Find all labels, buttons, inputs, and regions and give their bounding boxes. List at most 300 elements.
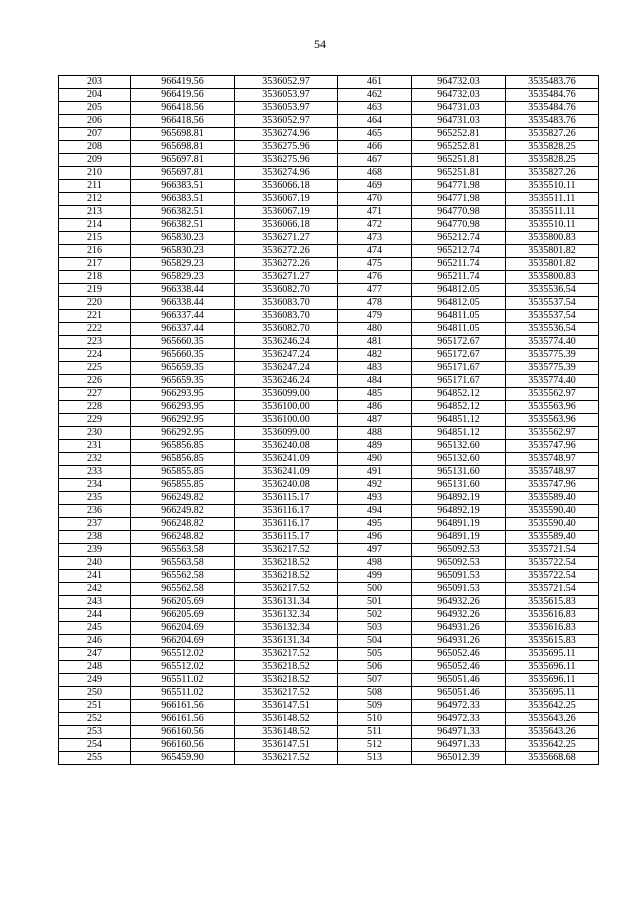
table-row — [59, 674, 599, 687]
table-row — [59, 596, 599, 609]
table-cell-point-number-left: 247 — [59, 648, 131, 661]
table-row — [59, 336, 599, 349]
table-cell-y-coordinate-right: 3535510.11 — [506, 180, 599, 193]
table-cell-point-number-left: 238 — [59, 531, 131, 544]
table-cell-y-coordinate-left: 3536246.24 — [235, 336, 338, 349]
table-row — [59, 349, 599, 362]
table-cell-y-coordinate-right: 3535483.76 — [506, 115, 599, 128]
table-cell-y-coordinate-left: 3536275.96 — [235, 154, 338, 167]
table-row — [59, 635, 599, 648]
table-cell-point-number-right: 486 — [338, 401, 412, 414]
table-cell-y-coordinate-left: 3536053.97 — [235, 102, 338, 115]
table-cell-point-number-left: 252 — [59, 713, 131, 726]
table-cell-x-coordinate-left: 966204.69 — [131, 635, 235, 648]
table-row — [59, 232, 599, 245]
table-cell-point-number-left: 233 — [59, 466, 131, 479]
table-row — [59, 401, 599, 414]
table-row — [59, 557, 599, 570]
table-cell-point-number-left: 250 — [59, 687, 131, 700]
table-cell-x-coordinate-right: 965051.46 — [412, 687, 506, 700]
table-cell-x-coordinate-right: 965252.81 — [412, 141, 506, 154]
table-cell-x-coordinate-left: 966338.44 — [131, 297, 235, 310]
table-cell-point-number-left: 224 — [59, 349, 131, 362]
table-cell-x-coordinate-right: 964771.98 — [412, 193, 506, 206]
table-cell-point-number-right: 505 — [338, 648, 412, 661]
table-row — [59, 570, 599, 583]
table-cell-point-number-right: 477 — [338, 284, 412, 297]
table-cell-point-number-left: 245 — [59, 622, 131, 635]
table-cell-x-coordinate-left: 966248.82 — [131, 531, 235, 544]
table-cell-x-coordinate-right: 964852.12 — [412, 388, 506, 401]
table-cell-point-number-right: 485 — [338, 388, 412, 401]
table-cell-y-coordinate-right: 3535748.97 — [506, 466, 599, 479]
table-cell-y-coordinate-right: 3535800.83 — [506, 271, 599, 284]
table-cell-x-coordinate-right: 965172.67 — [412, 336, 506, 349]
table-cell-point-number-right: 504 — [338, 635, 412, 648]
table-cell-x-coordinate-right: 965012.39 — [412, 752, 506, 765]
table-cell-y-coordinate-left: 3536100.00 — [235, 414, 338, 427]
table-row — [59, 258, 599, 271]
table-cell-y-coordinate-right: 3535722.54 — [506, 570, 599, 583]
table-cell-point-number-right: 462 — [338, 89, 412, 102]
table-row — [59, 609, 599, 622]
table-cell-point-number-left: 227 — [59, 388, 131, 401]
table-cell-x-coordinate-right: 964892.19 — [412, 492, 506, 505]
table-cell-y-coordinate-left: 3536115.17 — [235, 531, 338, 544]
table-cell-x-coordinate-left: 966205.69 — [131, 609, 235, 622]
table-cell-y-coordinate-right: 3535589.40 — [506, 492, 599, 505]
table-row — [59, 661, 599, 674]
table-row — [59, 271, 599, 284]
table-cell-x-coordinate-right: 965252.81 — [412, 128, 506, 141]
table-cell-y-coordinate-left: 3536082.70 — [235, 323, 338, 336]
table-cell-point-number-left: 229 — [59, 414, 131, 427]
table-cell-point-number-right: 509 — [338, 700, 412, 713]
table-row — [59, 466, 599, 479]
table-cell-x-coordinate-right: 965052.46 — [412, 648, 506, 661]
table-cell-x-coordinate-right: 965131.60 — [412, 466, 506, 479]
table-cell-x-coordinate-left: 965829.23 — [131, 258, 235, 271]
table-row — [59, 648, 599, 661]
table-cell-x-coordinate-left: 965563.58 — [131, 557, 235, 570]
table-row — [59, 505, 599, 518]
table-cell-point-number-left: 248 — [59, 661, 131, 674]
table-cell-y-coordinate-left: 3536147.51 — [235, 739, 338, 752]
table-cell-y-coordinate-left: 3536217.52 — [235, 687, 338, 700]
table-cell-x-coordinate-right: 965051.46 — [412, 674, 506, 687]
table-cell-y-coordinate-left: 3536131.34 — [235, 635, 338, 648]
table-cell-point-number-right: 503 — [338, 622, 412, 635]
table-row — [59, 713, 599, 726]
table-cell-point-number-left: 210 — [59, 167, 131, 180]
table-cell-x-coordinate-left: 965829.23 — [131, 271, 235, 284]
table-cell-x-coordinate-left: 965562.58 — [131, 570, 235, 583]
table-cell-y-coordinate-left: 3536132.34 — [235, 622, 338, 635]
table-row — [59, 141, 599, 154]
table-cell-y-coordinate-left: 3536274.96 — [235, 167, 338, 180]
table-cell-y-coordinate-right: 3535642.25 — [506, 700, 599, 713]
table-cell-y-coordinate-left: 3536099.00 — [235, 388, 338, 401]
table-cell-y-coordinate-right: 3535721.54 — [506, 544, 599, 557]
table-cell-x-coordinate-right: 964932.26 — [412, 609, 506, 622]
table-cell-x-coordinate-right: 964770.98 — [412, 219, 506, 232]
table-cell-point-number-left: 235 — [59, 492, 131, 505]
table-cell-point-number-right: 502 — [338, 609, 412, 622]
table-cell-x-coordinate-left: 965698.81 — [131, 128, 235, 141]
table-cell-point-number-right: 467 — [338, 154, 412, 167]
table-cell-y-coordinate-right: 3535562.97 — [506, 427, 599, 440]
table-cell-x-coordinate-left: 966337.44 — [131, 310, 235, 323]
table-cell-x-coordinate-right: 965211.74 — [412, 271, 506, 284]
table-cell-point-number-left: 221 — [59, 310, 131, 323]
table-cell-x-coordinate-right: 964771.98 — [412, 180, 506, 193]
table-row — [59, 726, 599, 739]
table-cell-x-coordinate-left: 965697.81 — [131, 154, 235, 167]
table-cell-y-coordinate-right: 3535510.11 — [506, 219, 599, 232]
table-cell-x-coordinate-right: 965092.53 — [412, 557, 506, 570]
table-cell-x-coordinate-right: 964971.33 — [412, 726, 506, 739]
table-cell-x-coordinate-left: 965563.58 — [131, 544, 235, 557]
table-cell-point-number-right: 483 — [338, 362, 412, 375]
table-cell-x-coordinate-left: 965855.85 — [131, 466, 235, 479]
table-cell-y-coordinate-right: 3535800.83 — [506, 232, 599, 245]
table-cell-x-coordinate-right: 965092.53 — [412, 544, 506, 557]
table-cell-x-coordinate-left: 965512.02 — [131, 661, 235, 674]
table-cell-y-coordinate-right: 3535484.76 — [506, 102, 599, 115]
table-cell-x-coordinate-right: 964931.26 — [412, 622, 506, 635]
table-cell-y-coordinate-left: 3536067.19 — [235, 193, 338, 206]
table-cell-x-coordinate-right: 964972.33 — [412, 713, 506, 726]
table-row — [59, 700, 599, 713]
table-cell-x-coordinate-left: 965697.81 — [131, 167, 235, 180]
table-cell-y-coordinate-left: 3536272.26 — [235, 258, 338, 271]
table-cell-x-coordinate-right: 964971.33 — [412, 739, 506, 752]
table-cell-x-coordinate-right: 965211.74 — [412, 258, 506, 271]
table-cell-x-coordinate-right: 965212.74 — [412, 245, 506, 258]
table-cell-x-coordinate-left: 966382.51 — [131, 219, 235, 232]
table-row — [59, 206, 599, 219]
table-cell-point-number-right: 494 — [338, 505, 412, 518]
coordinates-table-body — [59, 76, 599, 765]
table-cell-x-coordinate-left: 966337.44 — [131, 323, 235, 336]
table-cell-y-coordinate-left: 3536241.09 — [235, 466, 338, 479]
table-cell-point-number-right: 471 — [338, 206, 412, 219]
table-cell-point-number-right: 479 — [338, 310, 412, 323]
table-cell-point-number-left: 218 — [59, 271, 131, 284]
table-row — [59, 375, 599, 388]
table-cell-point-number-left: 219 — [59, 284, 131, 297]
table-cell-y-coordinate-right: 3535483.76 — [506, 76, 599, 89]
table-cell-y-coordinate-left: 3536218.52 — [235, 557, 338, 570]
table-cell-y-coordinate-left: 3536099.00 — [235, 427, 338, 440]
table-cell-point-number-right: 481 — [338, 336, 412, 349]
table-cell-y-coordinate-left: 3536132.34 — [235, 609, 338, 622]
table-cell-y-coordinate-right: 3535615.83 — [506, 596, 599, 609]
table-cell-x-coordinate-right: 965052.46 — [412, 661, 506, 674]
table-cell-x-coordinate-left: 965660.35 — [131, 349, 235, 362]
table-cell-x-coordinate-right: 964731.03 — [412, 102, 506, 115]
table-cell-y-coordinate-right: 3535722.54 — [506, 557, 599, 570]
table-cell-x-coordinate-left: 966249.82 — [131, 505, 235, 518]
table-cell-point-number-right: 513 — [338, 752, 412, 765]
table-cell-y-coordinate-right: 3535536.54 — [506, 284, 599, 297]
table-cell-point-number-left: 207 — [59, 128, 131, 141]
table-cell-y-coordinate-left: 3536066.18 — [235, 219, 338, 232]
table-cell-point-number-left: 217 — [59, 258, 131, 271]
table-cell-y-coordinate-left: 3536275.96 — [235, 141, 338, 154]
table-cell-y-coordinate-right: 3535828.25 — [506, 141, 599, 154]
table-cell-y-coordinate-right: 3535801.82 — [506, 258, 599, 271]
table-cell-y-coordinate-right: 3535827.26 — [506, 167, 599, 180]
table-cell-point-number-right: 511 — [338, 726, 412, 739]
table-row — [59, 427, 599, 440]
table-row — [59, 440, 599, 453]
table-cell-point-number-right: 489 — [338, 440, 412, 453]
table-cell-x-coordinate-right: 964891.19 — [412, 531, 506, 544]
table-cell-point-number-left: 205 — [59, 102, 131, 115]
table-cell-x-coordinate-left: 966293.95 — [131, 388, 235, 401]
table-cell-point-number-right: 478 — [338, 297, 412, 310]
table-cell-y-coordinate-left: 3536218.52 — [235, 570, 338, 583]
table-cell-x-coordinate-right: 964972.33 — [412, 700, 506, 713]
table-cell-x-coordinate-right: 965091.53 — [412, 583, 506, 596]
table-row — [59, 492, 599, 505]
table-cell-y-coordinate-right: 3535668.68 — [506, 752, 599, 765]
table-row — [59, 544, 599, 557]
table-cell-point-number-right: 461 — [338, 76, 412, 89]
table-cell-y-coordinate-right: 3535774.40 — [506, 375, 599, 388]
table-cell-x-coordinate-left: 966292.95 — [131, 427, 235, 440]
table-cell-y-coordinate-left: 3536274.96 — [235, 128, 338, 141]
table-cell-y-coordinate-right: 3535511.11 — [506, 206, 599, 219]
table-cell-point-number-left: 231 — [59, 440, 131, 453]
table-cell-y-coordinate-left: 3536241.09 — [235, 453, 338, 466]
table-cell-point-number-left: 249 — [59, 674, 131, 687]
table-cell-point-number-right: 495 — [338, 518, 412, 531]
table-cell-x-coordinate-left: 966205.69 — [131, 596, 235, 609]
table-cell-point-number-left: 206 — [59, 115, 131, 128]
table-cell-point-number-right: 474 — [338, 245, 412, 258]
table-cell-x-coordinate-right: 965172.67 — [412, 349, 506, 362]
table-cell-y-coordinate-right: 3535643.26 — [506, 726, 599, 739]
table-cell-point-number-right: 464 — [338, 115, 412, 128]
table-cell-point-number-left: 240 — [59, 557, 131, 570]
table-cell-point-number-left: 209 — [59, 154, 131, 167]
table-cell-y-coordinate-left: 3536052.97 — [235, 76, 338, 89]
table-cell-point-number-right: 480 — [338, 323, 412, 336]
table-cell-x-coordinate-left: 966160.56 — [131, 739, 235, 752]
table-row — [59, 323, 599, 336]
table-cell-point-number-right: 488 — [338, 427, 412, 440]
table-cell-point-number-right: 470 — [338, 193, 412, 206]
table-cell-y-coordinate-right: 3535747.96 — [506, 440, 599, 453]
table-cell-y-coordinate-right: 3535827.26 — [506, 128, 599, 141]
table-cell-x-coordinate-right: 964731.03 — [412, 115, 506, 128]
table-cell-y-coordinate-right: 3535828.25 — [506, 154, 599, 167]
table-cell-point-number-right: 475 — [338, 258, 412, 271]
table-cell-y-coordinate-right: 3535537.54 — [506, 310, 599, 323]
table-cell-y-coordinate-left: 3536218.52 — [235, 661, 338, 674]
table-cell-x-coordinate-left: 966418.56 — [131, 102, 235, 115]
table-cell-x-coordinate-left: 966248.82 — [131, 518, 235, 531]
table-row — [59, 531, 599, 544]
table-row — [59, 362, 599, 375]
table-cell-point-number-right: 482 — [338, 349, 412, 362]
table-cell-y-coordinate-left: 3536271.27 — [235, 271, 338, 284]
table-cell-point-number-left: 254 — [59, 739, 131, 752]
table-cell-y-coordinate-left: 3536115.17 — [235, 492, 338, 505]
table-cell-point-number-right: 465 — [338, 128, 412, 141]
table-cell-y-coordinate-left: 3536131.34 — [235, 596, 338, 609]
table-cell-x-coordinate-right: 964851.12 — [412, 414, 506, 427]
table-cell-y-coordinate-right: 3535590.40 — [506, 505, 599, 518]
table-row — [59, 388, 599, 401]
table-cell-x-coordinate-left: 965855.85 — [131, 479, 235, 492]
table-cell-x-coordinate-left: 966338.44 — [131, 284, 235, 297]
table-cell-x-coordinate-right: 964732.03 — [412, 89, 506, 102]
table-cell-x-coordinate-right: 965212.74 — [412, 232, 506, 245]
table-row — [59, 583, 599, 596]
table-cell-point-number-left: 220 — [59, 297, 131, 310]
table-cell-x-coordinate-right: 964852.12 — [412, 401, 506, 414]
table-cell-y-coordinate-right: 3535589.40 — [506, 531, 599, 544]
table-cell-point-number-right: 472 — [338, 219, 412, 232]
table-cell-x-coordinate-left: 965830.23 — [131, 245, 235, 258]
table-cell-y-coordinate-left: 3536116.17 — [235, 505, 338, 518]
table-cell-y-coordinate-right: 3535696.11 — [506, 661, 599, 674]
table-cell-point-number-left: 251 — [59, 700, 131, 713]
table-cell-y-coordinate-left: 3536066.18 — [235, 180, 338, 193]
table-cell-point-number-right: 512 — [338, 739, 412, 752]
table-cell-point-number-left: 215 — [59, 232, 131, 245]
table-row — [59, 180, 599, 193]
table-cell-point-number-right: 466 — [338, 141, 412, 154]
table-cell-point-number-right: 484 — [338, 375, 412, 388]
table-cell-point-number-right: 473 — [338, 232, 412, 245]
table-cell-y-coordinate-right: 3535695.11 — [506, 648, 599, 661]
table-row — [59, 128, 599, 141]
table-cell-y-coordinate-left: 3536240.08 — [235, 440, 338, 453]
table-cell-x-coordinate-left: 966382.51 — [131, 206, 235, 219]
table-cell-point-number-left: 228 — [59, 401, 131, 414]
table-cell-point-number-left: 255 — [59, 752, 131, 765]
table-cell-x-coordinate-right: 964812.05 — [412, 284, 506, 297]
table-cell-x-coordinate-left: 966293.95 — [131, 401, 235, 414]
table-cell-y-coordinate-left: 3536148.52 — [235, 713, 338, 726]
table-row — [59, 310, 599, 323]
table-cell-y-coordinate-left: 3536053.97 — [235, 89, 338, 102]
table-cell-y-coordinate-right: 3535643.26 — [506, 713, 599, 726]
table-cell-point-number-left: 211 — [59, 180, 131, 193]
table-row — [59, 76, 599, 89]
table-cell-x-coordinate-left: 966419.56 — [131, 76, 235, 89]
table-cell-y-coordinate-right: 3535537.54 — [506, 297, 599, 310]
table-cell-point-number-left: 222 — [59, 323, 131, 336]
table-cell-x-coordinate-left: 966419.56 — [131, 89, 235, 102]
table-row — [59, 479, 599, 492]
table-cell-point-number-left: 225 — [59, 362, 131, 375]
table-cell-x-coordinate-left: 965856.85 — [131, 453, 235, 466]
table-cell-y-coordinate-left: 3536240.08 — [235, 479, 338, 492]
table-cell-point-number-right: 469 — [338, 180, 412, 193]
table-cell-point-number-right: 510 — [338, 713, 412, 726]
table-cell-y-coordinate-right: 3535775.39 — [506, 349, 599, 362]
table-cell-point-number-left: 214 — [59, 219, 131, 232]
table-cell-x-coordinate-right: 965132.60 — [412, 440, 506, 453]
table-cell-point-number-right: 500 — [338, 583, 412, 596]
table-cell-x-coordinate-right: 964732.03 — [412, 76, 506, 89]
table-cell-y-coordinate-right: 3535563.96 — [506, 401, 599, 414]
table-cell-point-number-right: 499 — [338, 570, 412, 583]
table-cell-y-coordinate-left: 3536083.70 — [235, 310, 338, 323]
table-cell-y-coordinate-left: 3536067.19 — [235, 206, 338, 219]
table-cell-y-coordinate-left: 3536052.97 — [235, 115, 338, 128]
table-cell-y-coordinate-left: 3536218.52 — [235, 674, 338, 687]
table-cell-x-coordinate-left: 965562.58 — [131, 583, 235, 596]
table-cell-y-coordinate-right: 3535562.97 — [506, 388, 599, 401]
table-cell-x-coordinate-left: 965659.35 — [131, 362, 235, 375]
table-row — [59, 518, 599, 531]
table-cell-x-coordinate-left: 965856.85 — [131, 440, 235, 453]
table-cell-point-number-right: 508 — [338, 687, 412, 700]
table-cell-y-coordinate-right: 3535696.11 — [506, 674, 599, 687]
table-cell-point-number-left: 230 — [59, 427, 131, 440]
table-cell-x-coordinate-right: 964770.98 — [412, 206, 506, 219]
table-cell-point-number-left: 253 — [59, 726, 131, 739]
table-cell-x-coordinate-right: 964811.05 — [412, 310, 506, 323]
table-cell-y-coordinate-right: 3535695.11 — [506, 687, 599, 700]
table-cell-point-number-left: 223 — [59, 336, 131, 349]
table-cell-x-coordinate-left: 966161.56 — [131, 700, 235, 713]
table-cell-x-coordinate-left: 965830.23 — [131, 232, 235, 245]
table-cell-point-number-left: 234 — [59, 479, 131, 492]
table-cell-x-coordinate-left: 965511.02 — [131, 687, 235, 700]
table-cell-x-coordinate-left: 965698.81 — [131, 141, 235, 154]
table-cell-x-coordinate-right: 965131.60 — [412, 479, 506, 492]
table-row — [59, 297, 599, 310]
table-cell-x-coordinate-right: 965251.81 — [412, 167, 506, 180]
table-cell-y-coordinate-left: 3536246.24 — [235, 375, 338, 388]
table-cell-x-coordinate-left: 966418.56 — [131, 115, 235, 128]
table-cell-x-coordinate-left: 966383.51 — [131, 180, 235, 193]
table-cell-point-number-right: 492 — [338, 479, 412, 492]
table-cell-y-coordinate-right: 3535511.11 — [506, 193, 599, 206]
table-cell-x-coordinate-left: 965459.90 — [131, 752, 235, 765]
table-cell-point-number-left: 208 — [59, 141, 131, 154]
table-cell-point-number-right: 487 — [338, 414, 412, 427]
table-row — [59, 115, 599, 128]
table-cell-x-coordinate-left: 966161.56 — [131, 713, 235, 726]
table-cell-y-coordinate-right: 3535536.54 — [506, 323, 599, 336]
table-cell-x-coordinate-left: 965512.02 — [131, 648, 235, 661]
table-cell-x-coordinate-right: 965251.81 — [412, 154, 506, 167]
table-cell-y-coordinate-right: 3535801.82 — [506, 245, 599, 258]
table-cell-y-coordinate-left: 3536217.52 — [235, 648, 338, 661]
table-cell-point-number-right: 498 — [338, 557, 412, 570]
table-cell-x-coordinate-left: 966292.95 — [131, 414, 235, 427]
table-cell-point-number-left: 242 — [59, 583, 131, 596]
table-cell-y-coordinate-right: 3535590.40 — [506, 518, 599, 531]
table-cell-y-coordinate-left: 3536147.51 — [235, 700, 338, 713]
table-row — [59, 414, 599, 427]
table-cell-x-coordinate-right: 964811.05 — [412, 323, 506, 336]
table-cell-y-coordinate-right: 3535774.40 — [506, 336, 599, 349]
table-row — [59, 752, 599, 765]
table-cell-y-coordinate-left: 3536082.70 — [235, 284, 338, 297]
table-cell-y-coordinate-left: 3536116.17 — [235, 518, 338, 531]
table-cell-y-coordinate-left: 3536247.24 — [235, 349, 338, 362]
table-cell-point-number-left: 216 — [59, 245, 131, 258]
